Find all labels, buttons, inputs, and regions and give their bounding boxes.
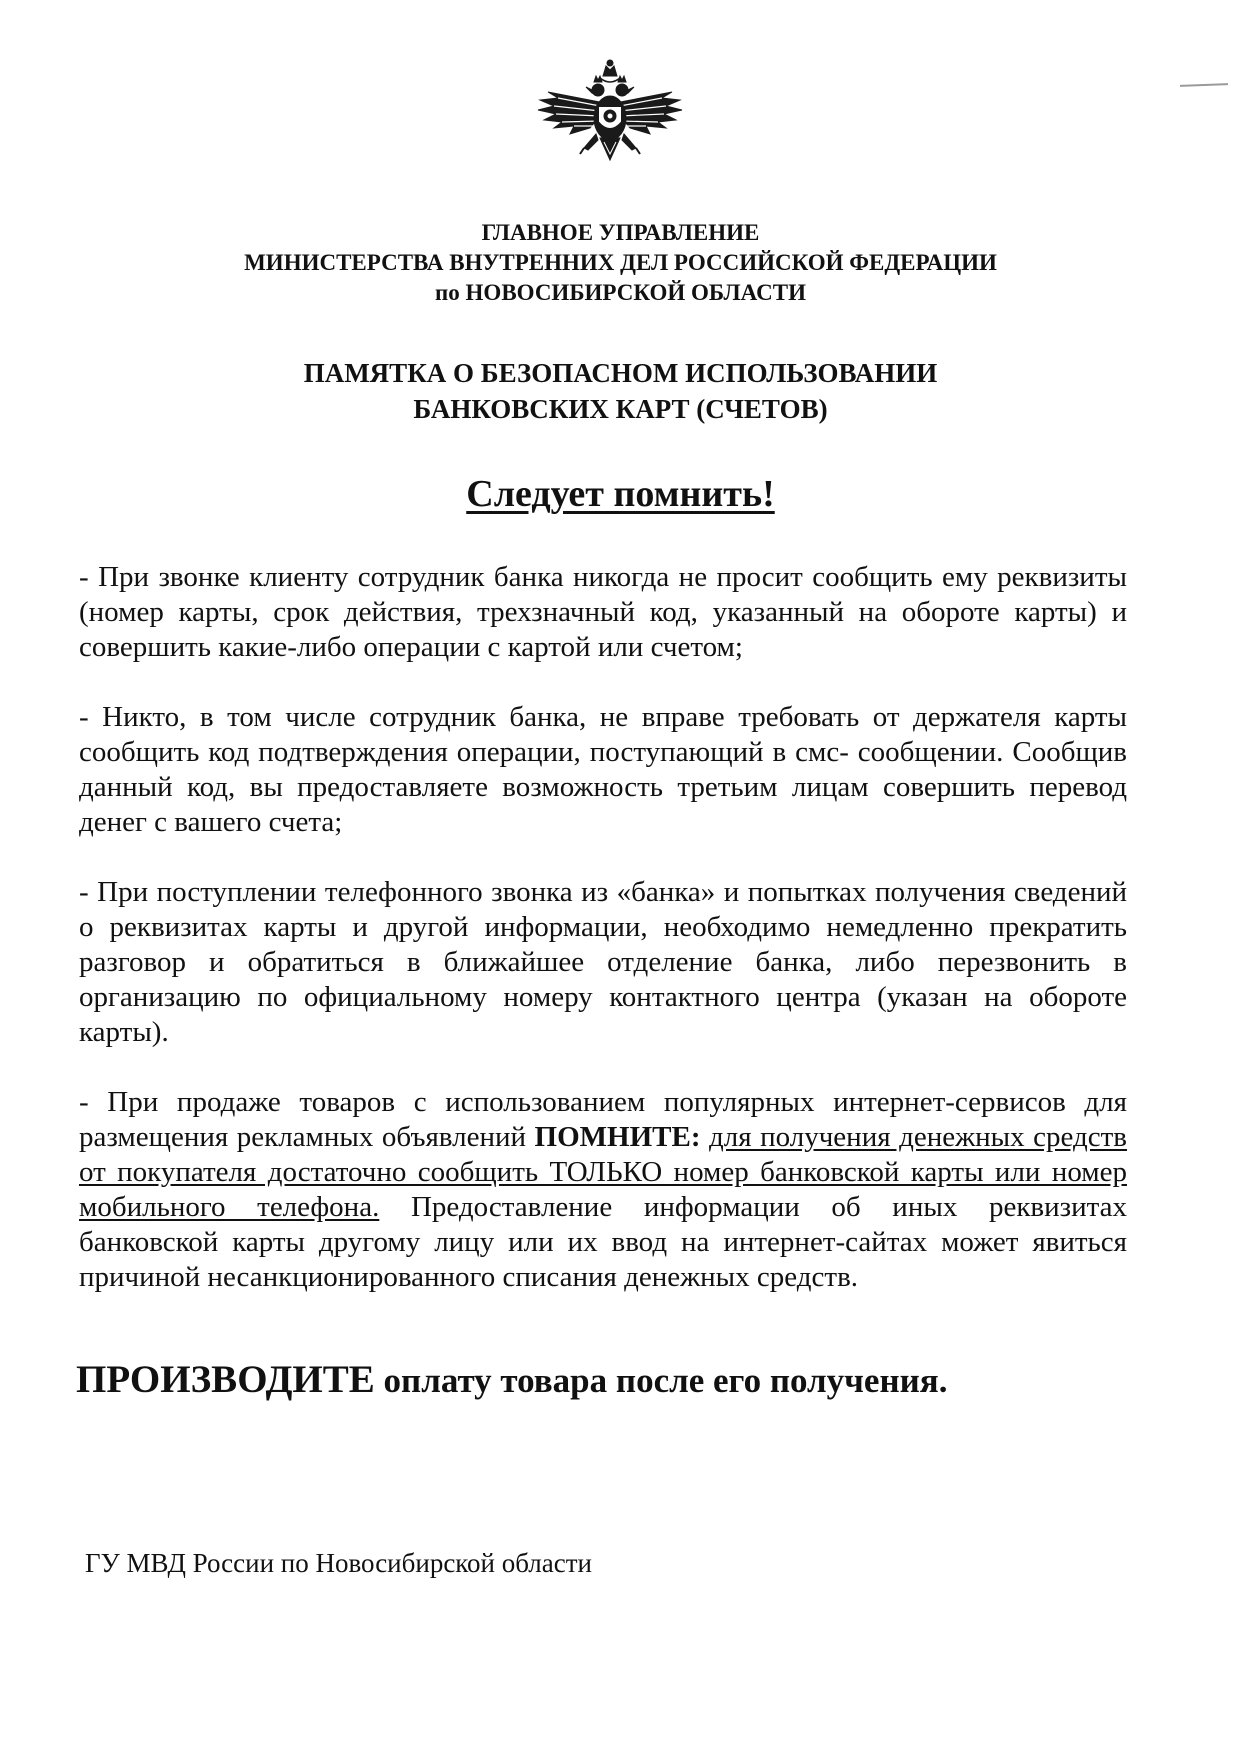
signature-line: ГУ МВД России по Новосибирской области	[85, 1548, 593, 1578]
header-line-3: по НОВОСИБИРСКОЙ ОБЛАСТИ	[435, 280, 806, 305]
paragraph-suspicious-call: - При поступлении телефонного звонка из «банка» и попытках получения сведений о реквизитах карты и другой информации, необходимо немедленно прекратить разговор и обратиться в ближайшее отделение банка, либо перезвонить в организацию по официальному номеру контактного центра (указан на обороте карты).	[79, 876, 1127, 1048]
header-line-2: МИНИСТЕРСТВА ВНУТРЕННИХ ДЕЛ РОССИЙСКОЙ ФЕДЕРАЦИИ	[244, 250, 997, 275]
online-sales-intro: - При продаже товаров с использованием популярных интернет-сервисов для размещения рекламных объявлений	[79, 1086, 1127, 1153]
title-line-2: БАНКОВСКИХ КАРТ (СЧЕТОВ)	[413, 394, 828, 424]
paragraph-online-sales	[79, 1085, 1127, 1295]
organization-header	[0, 218, 1241, 308]
title-line-1: ПАМЯТКА О БЕЗОПАСНОМ ИСПОЛЬЗОВАНИИ	[303, 358, 938, 388]
memo-body	[79, 560, 1127, 1330]
online-sales-rest: Предоставление информации об иных реквизитах банковской карты другому лицу или их ввод на интернет-сайтах может явиться причиной несанкционированного списания денежных средств.	[79, 1191, 1127, 1293]
paragraph-sms-code: - Никто, в том числе сотрудник банка, не вправе требовать от держателя карты сообщить код подтверждения операции, поступающий в смс- сообщении. Сообщив данный код, вы предоставляете возможность третьим лицам совершить перевод денег с вашего счета;	[79, 701, 1127, 838]
mvd-eagle-emblem-icon	[500, 56, 720, 176]
paragraph-call-from-bank: - При звонке клиенту сотрудник банка никогда не просит сообщить ему реквизиты (номер карты, срок действия, трехзначный код, указанный на обороте карты) и совершить какие-либо операции с картой или счетом;	[79, 561, 1127, 663]
header-line-1: ГЛАВНОЕ УПРАВЛЕНИЕ	[481, 220, 760, 245]
pay-after-receipt-notice	[76, 1358, 1176, 1403]
document-title	[0, 355, 1241, 427]
pay-after-emphasis: ПРОИЗВОДИТЕ	[76, 1358, 375, 1401]
underlined-warning: для получения денежных средств от покупателя достаточно сообщить ТОЛЬКО номер банковской карты или номер мобильного телефона.	[79, 1121, 1128, 1223]
remember-emphasis: ПОМНИТЕ:	[534, 1121, 701, 1153]
remember-heading: Следует помнить!	[466, 473, 775, 515]
scan-artifact-line	[1180, 83, 1228, 87]
pay-after-rest: оплату товара после его получения.	[374, 1361, 948, 1400]
